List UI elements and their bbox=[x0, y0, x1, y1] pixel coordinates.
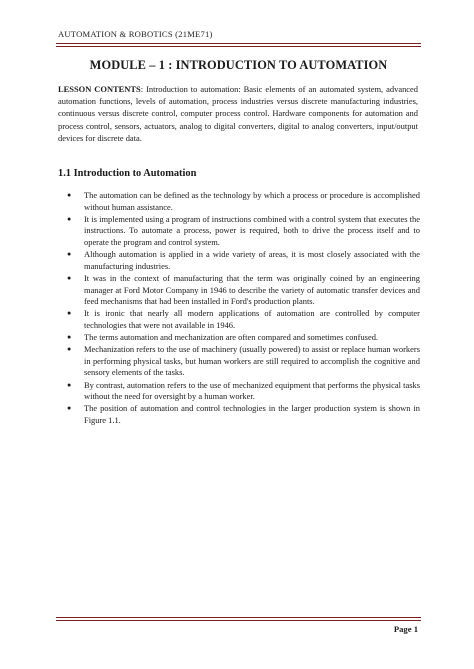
lesson-contents-label: LESSON CONTENTS bbox=[58, 84, 141, 94]
bullet-text: It was in the context of manufacturing that the term was originally coined by an engineering manager at Ford Motor Company in 1946 to describe the variety of automatic transfer devices and feed mechanisms that had been installed in Ford's production plants. bbox=[84, 272, 420, 307]
footer-rule bbox=[56, 617, 421, 618]
bullet-item bbox=[58, 380, 420, 403]
bullet-text: It is implemented using a program of instructions combined with a control system that executes the instructions. To automate a process, power is required, both to drive the process itself and to operate the program and control system. bbox=[84, 213, 420, 247]
bullet-text: The automation can be defined as the technology by which a process or procedure is accomplished without human assistance. bbox=[84, 190, 420, 212]
bullet-text: Although automation is applied in a wide variety of areas, it is most closely associated with the manufacturing industries. bbox=[84, 249, 420, 271]
bullet-text: The terms automation and mechanization are often compared and sometimes confused. bbox=[84, 332, 379, 343]
lesson-contents-text: : Introduction to automation: Basic elements of an automated system, advanced automation functions, levels of automation, process industries versus discrete manufacturing industries, continuous versus discrete control, computer process control. Hardware components for automation and process control, sensors, actuators, analog to digital converters, digital to analog converters, input/output devices for discrete data. bbox=[58, 84, 418, 143]
module-title: MODULE – 1 : INTRODUCTION TO AUTOMATION bbox=[89, 58, 388, 72]
bullet-icon: ● bbox=[67, 404, 72, 413]
bullet-item bbox=[58, 308, 420, 331]
page-number: Page 1 bbox=[393, 624, 418, 634]
bullet-icon: ● bbox=[67, 250, 72, 259]
bullet-icon: ● bbox=[67, 345, 72, 354]
header-rule-secondary bbox=[56, 46, 421, 47]
bullet-text: It is ironic that nearly all modern applications of automation are controlled by computer technologies that were not available in 1946. bbox=[84, 308, 420, 330]
bullet-item bbox=[58, 190, 420, 213]
running-header: AUTOMATION & ROBOTICS (21ME71) bbox=[58, 29, 213, 39]
bullet-item bbox=[58, 344, 420, 379]
bullet-text: Mechanization refers to the use of machinery (usually powered) to assist or replace human workers in performing physical tasks, but human workers are still required to accomplish the cognitive and sensory elements of the tasks. bbox=[84, 344, 420, 378]
section-heading: 1.1 Introduction to Automation bbox=[58, 168, 197, 179]
bullet-item bbox=[58, 273, 420, 308]
bullet-text: By contrast, automation refers to the use of mechanized equipment that performs the physical tasks without the need for oversight by a human worker. bbox=[84, 379, 420, 402]
bullet-icon: ● bbox=[67, 273, 72, 282]
lesson-contents bbox=[58, 83, 418, 144]
bullet-icon: ● bbox=[67, 214, 72, 223]
footer-rule-secondary bbox=[56, 620, 421, 621]
bullet-icon: ● bbox=[67, 380, 72, 389]
bullet-item bbox=[58, 214, 420, 249]
bullet-item bbox=[58, 403, 420, 426]
bullet-item bbox=[58, 332, 420, 344]
bullet-text: The position of automation and control technologies in the larger production system is shown in Figure 1.1. bbox=[84, 403, 420, 426]
bullet-icon: ● bbox=[67, 333, 72, 342]
header-rule bbox=[56, 43, 421, 44]
bullet-item bbox=[58, 249, 420, 272]
bullet-icon: ● bbox=[67, 191, 72, 199]
bullet-list bbox=[58, 190, 420, 427]
bullet-icon: ● bbox=[67, 309, 72, 318]
